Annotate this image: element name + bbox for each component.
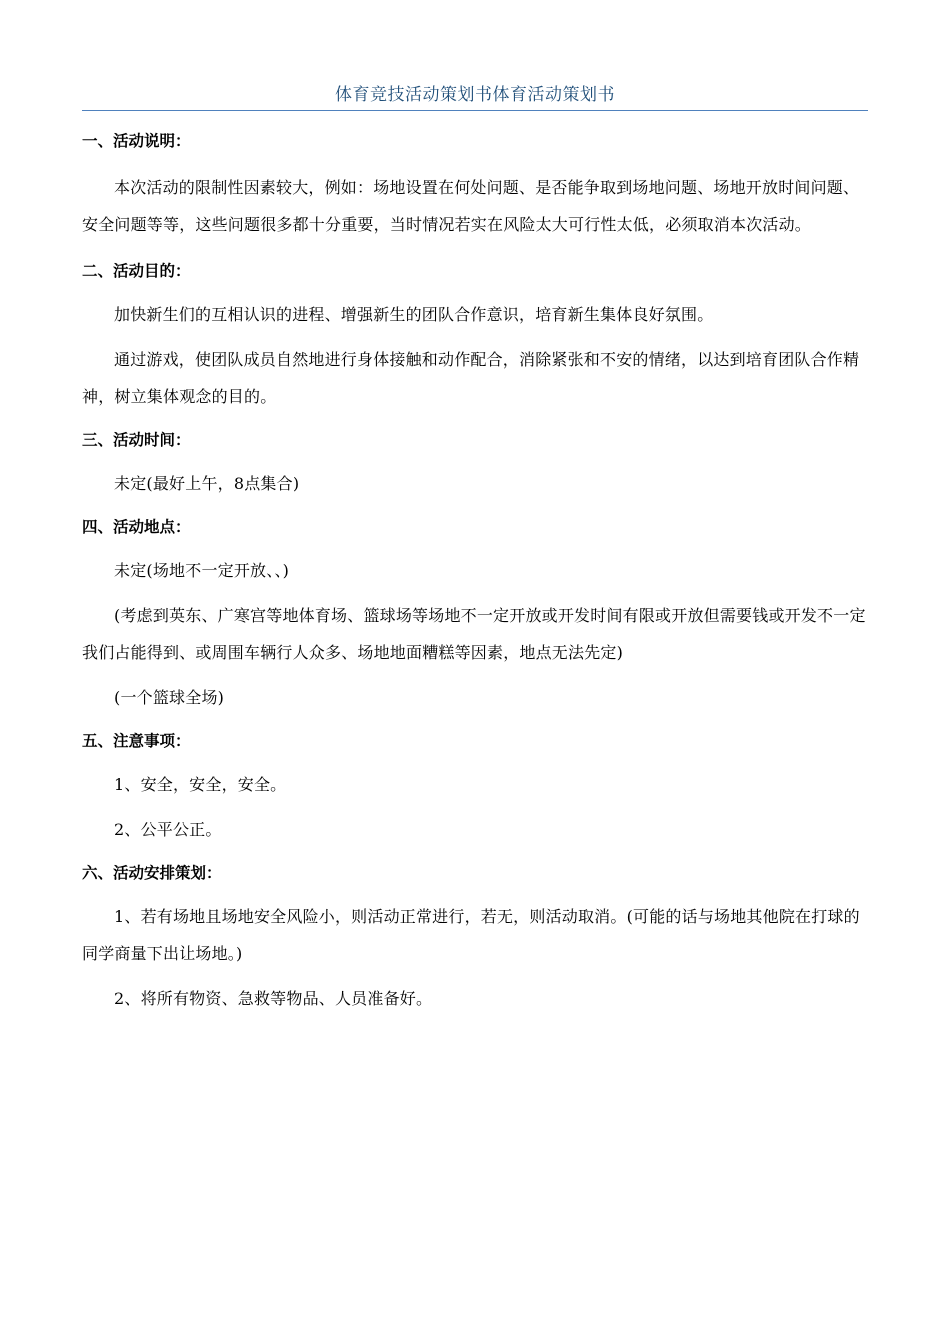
section-activity-arrangement: [82, 852, 868, 1021]
paragraph: 2、公平公正。: [114, 820, 222, 839]
document-title: 体育竞技活动策划书体育活动策划书: [335, 85, 615, 105]
paragraph: 未定(场地不一定开放、、): [114, 561, 290, 580]
paragraph: 2、将所有物资、急救等物品、人员准备好。: [114, 989, 433, 1008]
paragraph: 1、若有场地且场地安全风险小，则活动正常进行，若无，则活动取消。(可能的话与场地其他院在打球的同学商量下出让场地。): [82, 907, 860, 963]
section-activity-time: [82, 419, 868, 506]
paragraph: 未定(最好上午，8点集合): [114, 474, 300, 493]
section-heading: 五、注意事项：: [82, 732, 191, 750]
paragraph: (一个篮球全场): [114, 688, 225, 707]
page-header: [82, 82, 868, 111]
section-heading: 六、活动安排策划：: [82, 864, 222, 882]
section-heading: 三、活动时间：: [82, 431, 191, 449]
paragraph: (考虑到英东、广寒宫等地体育场、篮球场等场地不一定开放或开发时间有限或开放但需要钱或开发不一定我们占能得到、或周围车辆行人众多、场地地面糟糕等因素，地点无法先定): [82, 606, 866, 662]
section-activity-location: [82, 506, 868, 720]
paragraph: 通过游戏，使团队成员自然地进行身体接触和动作配合，消除紧张和不安的情绪，以达到培育团队合作精神，树立集体观念的目的。: [82, 350, 860, 406]
paragraph: 加快新生们的互相认识的进程、增强新生的团队合作意识，培育新生集体良好氛围。: [114, 305, 714, 324]
section-activity-description: [82, 120, 868, 250]
section-heading: 一、活动说明：: [82, 132, 191, 150]
document-body: [82, 120, 868, 1021]
section-heading: 四、活动地点：: [82, 518, 191, 536]
section-activity-purpose: [82, 250, 868, 419]
section-notes: [82, 720, 868, 852]
paragraph: 1、安全，安全，安全。: [114, 775, 287, 794]
paragraph: 本次活动的限制性因素较大，例如：场地设置在何处问题、是否能争取到场地问题、场地开放时间问题、安全问题等等，这些问题很多都十分重要，当时情况若实在风险太大可行性太低，必须取消本次活动。: [82, 178, 860, 234]
section-heading: 二、活动目的：: [82, 262, 191, 280]
